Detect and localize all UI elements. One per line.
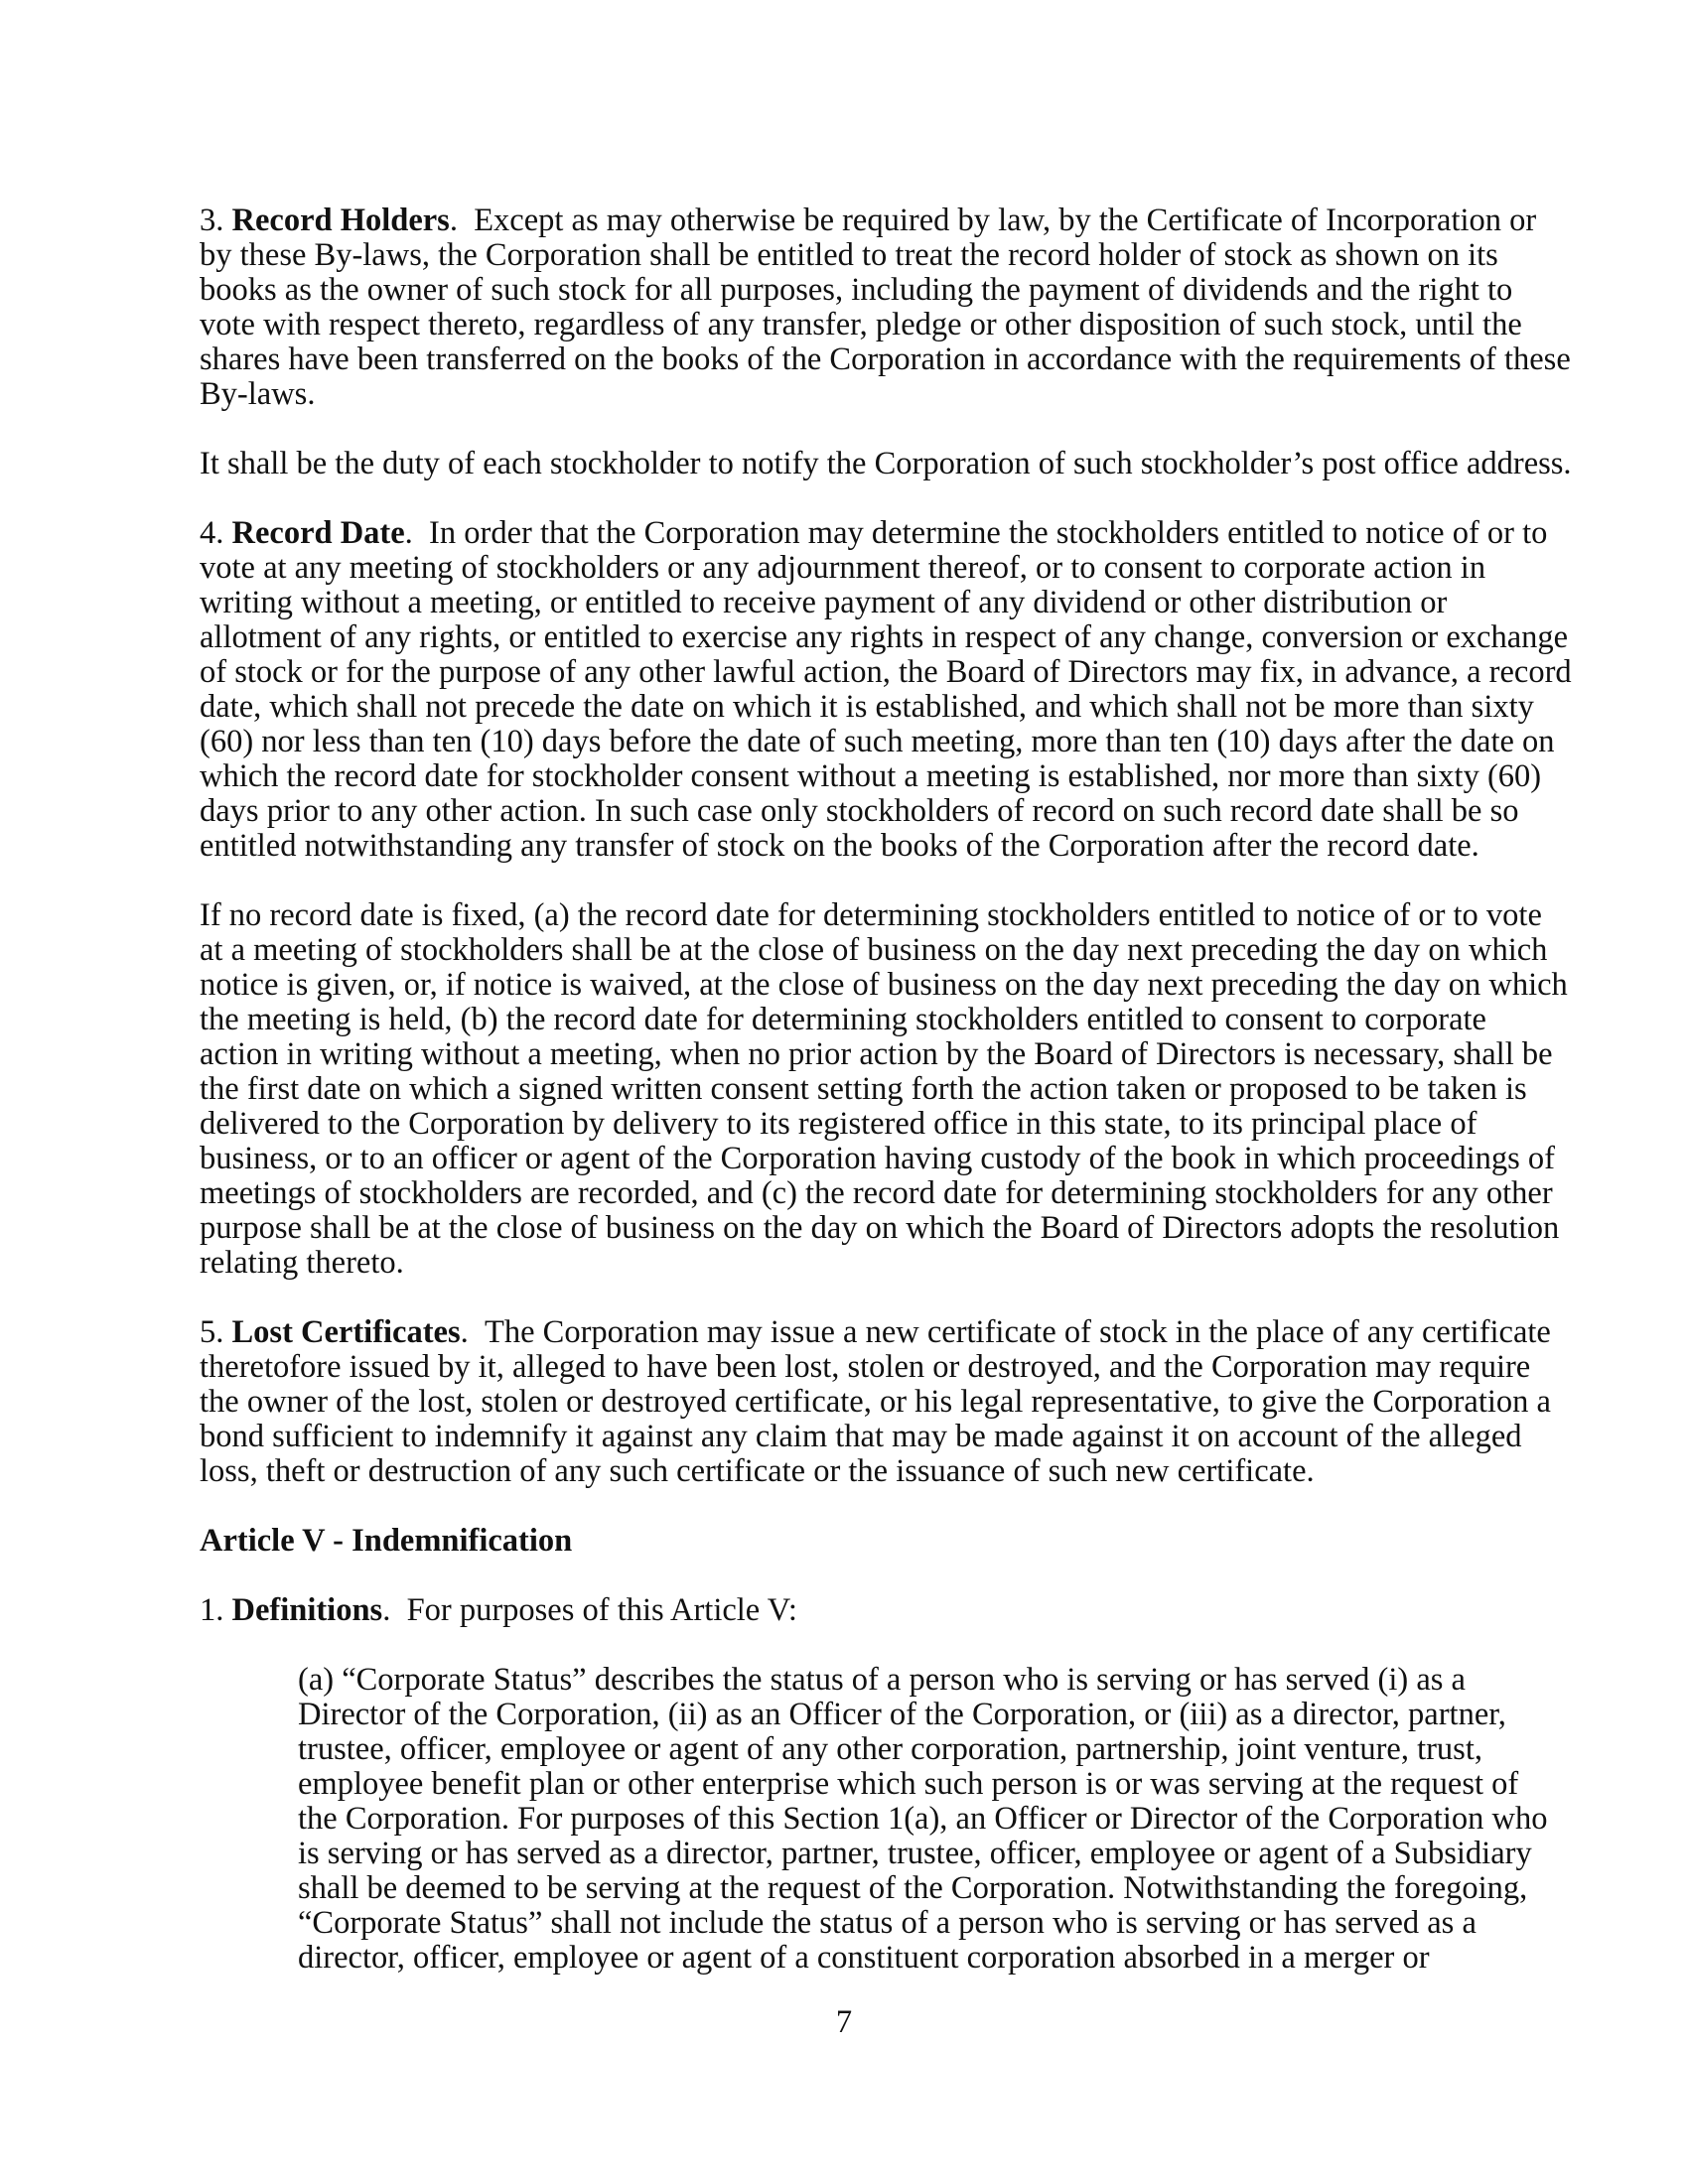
- paragraph-text: Except as may otherwise be required by law, by the Certificate of Incorporation or: [474, 203, 1537, 238]
- paragraph-text: For purposes of this Article V:: [406, 1592, 797, 1628]
- stockholder-address-note: It shall be the duty of each stockholder to notify the Corporation of such stockholder’s post office address.: [200, 446, 1572, 481]
- section-heading: Record Holders: [231, 203, 450, 238]
- clause-line: trustee, officer, employee or agent of any other corporation, partnership, joint venture, trust,: [298, 1731, 1482, 1767]
- clause-line: the Corporation. For purposes of this Section 1(a), an Officer or Director of the Corporation who: [298, 1801, 1548, 1837]
- definitions-line: 1. Definitions. For purposes of this Article V:: [200, 1592, 797, 1628]
- paragraph-line: theretofore issued by it, alleged to have been lost, stolen or destroyed, and the Corporation may require: [200, 1349, 1531, 1385]
- paragraph-line: notice is given, or, if notice is waived, at the close of business on the day next preceding the day on which: [200, 967, 1568, 1003]
- paragraph-line: 4. Record Date. In order that the Corporation may determine the stockholders entitled to notice of or to: [200, 515, 1548, 551]
- paragraph-line: delivered to the Corporation by delivery to its registered office in this state, to its principal place of: [200, 1106, 1477, 1142]
- section-number: 1.: [200, 1592, 224, 1628]
- clause-line: is serving or has served as a director, partner, trustee, officer, employee or agent of a Subsidiary: [298, 1836, 1532, 1871]
- section-number: 4.: [200, 515, 224, 551]
- paragraph-line: vote with respect thereto, regardless of any transfer, pledge or other disposition of such stock, until the: [200, 307, 1522, 342]
- paragraph-line: loss, theft or destruction of any such certificate or the issuance of such new certificate.: [200, 1453, 1315, 1489]
- clause-line: (a) “Corporate Status” describes the status of a person who is serving or has served (i) as a: [298, 1662, 1466, 1698]
- clause-line: employee benefit plan or other enterprise which such person is or was serving at the request of: [298, 1766, 1519, 1802]
- paragraph-line: which the record date for stockholder consent without a meeting is established, nor more than sixty (60): [200, 758, 1542, 794]
- clause-line: Director of the Corporation, (ii) as an Officer of the Corporation, or (iii) as a director, partner,: [298, 1697, 1506, 1732]
- paragraph-line: (60) nor less than ten (10) days before the date of such meeting, more than ten (10) days after the date on: [200, 724, 1555, 759]
- paragraph-line: purpose shall be at the close of business on the day on which the Board of Directors adopts the resolution: [200, 1210, 1560, 1246]
- paragraph-text: The Corporation may issue a new certificate of stock in the place of any certificate: [485, 1314, 1551, 1350]
- paragraph-line: by these By-laws, the Corporation shall be entitled to treat the record holder of stock as shown on its: [200, 237, 1498, 273]
- article-heading: Article V - Indemnification: [200, 1523, 573, 1559]
- paragraph-line: the meeting is held, (b) the record date for determining stockholders entitled to consent to corporate: [200, 1002, 1486, 1037]
- paragraph-line: bond sufficient to indemnify it against any claim that may be made against it on account of the alleged: [200, 1419, 1522, 1454]
- paragraph-line: books as the owner of such stock for all purposes, including the payment of dividends and the right to: [200, 272, 1513, 308]
- paragraph-line: writing without a meeting, or entitled to receive payment of any dividend or other distribution or: [200, 585, 1448, 620]
- paragraph-line: business, or to an officer or agent of the Corporation having custody of the book in which proceedings of: [200, 1141, 1555, 1176]
- section-number: 3.: [200, 203, 224, 238]
- paragraph-line: meetings of stockholders are recorded, and (c) the record date for determining stockholders for any other: [200, 1175, 1553, 1211]
- paragraph-line: relating thereto.: [200, 1245, 404, 1281]
- clause-line: shall be deemed to be serving at the request of the Corporation. Notwithstanding the foregoing,: [298, 1870, 1528, 1906]
- page-number: 7: [835, 2004, 853, 2040]
- paragraph-line: shares have been transferred on the books of the Corporation in accordance with the requirements of these: [200, 341, 1571, 377]
- paragraph-line: allotment of any rights, or entitled to exercise any rights in respect of any change, conversion or exchange: [200, 619, 1569, 655]
- section-heading: Record Date: [231, 515, 405, 551]
- paragraph-line: By-laws.: [200, 376, 316, 412]
- paragraph-line: action in writing without a meeting, when no prior action by the Board of Directors is necessary, shall be: [200, 1036, 1553, 1072]
- paragraph-line: the owner of the lost, stolen or destroyed certificate, or his legal representative, to give the Corporation a: [200, 1384, 1551, 1420]
- section-heading: Lost Certificates: [231, 1314, 461, 1350]
- clause-line: director, officer, employee or agent of a constituent corporation absorbed in a merger or: [298, 1940, 1430, 1976]
- section-number: 5.: [200, 1314, 224, 1350]
- paragraph-line: entitled notwithstanding any transfer of stock on the books of the Corporation after the record date.: [200, 828, 1479, 864]
- clause-line: “Corporate Status” shall not include the status of a person who is serving or has served as a: [298, 1905, 1477, 1941]
- paragraph-line: 5. Lost Certificates. The Corporation may issue a new certificate of stock in the place of any certificate: [200, 1314, 1551, 1350]
- paragraph-line: the first date on which a signed written consent setting forth the action taken or proposed to be taken is: [200, 1071, 1527, 1107]
- paragraph-line: If no record date is fixed, (a) the record date for determining stockholders entitled to notice of or to vote: [200, 897, 1542, 933]
- paragraph-line: 3. Record Holders. Except as may otherwise be required by law, by the Certificate of Incorporation or: [200, 203, 1537, 238]
- paragraph-line: at a meeting of stockholders shall be at the close of business on the day next preceding the day on which: [200, 932, 1548, 968]
- paragraph-line: date, which shall not precede the date on which it is established, and which shall not be more than sixty: [200, 689, 1534, 725]
- paragraph-line: vote at any meeting of stockholders or any adjournment thereof, or to consent to corporate action in: [200, 550, 1486, 586]
- paragraph-line: of stock or for the purpose of any other lawful action, the Board of Directors may fix, in advance, a record: [200, 654, 1572, 690]
- section-heading: Definitions: [231, 1592, 383, 1628]
- paragraph-line: days prior to any other action. In such case only stockholders of record on such record date shall be so: [200, 793, 1519, 829]
- paragraph-text: In order that the Corporation may determine the stockholders entitled to notice of or to: [429, 515, 1548, 551]
